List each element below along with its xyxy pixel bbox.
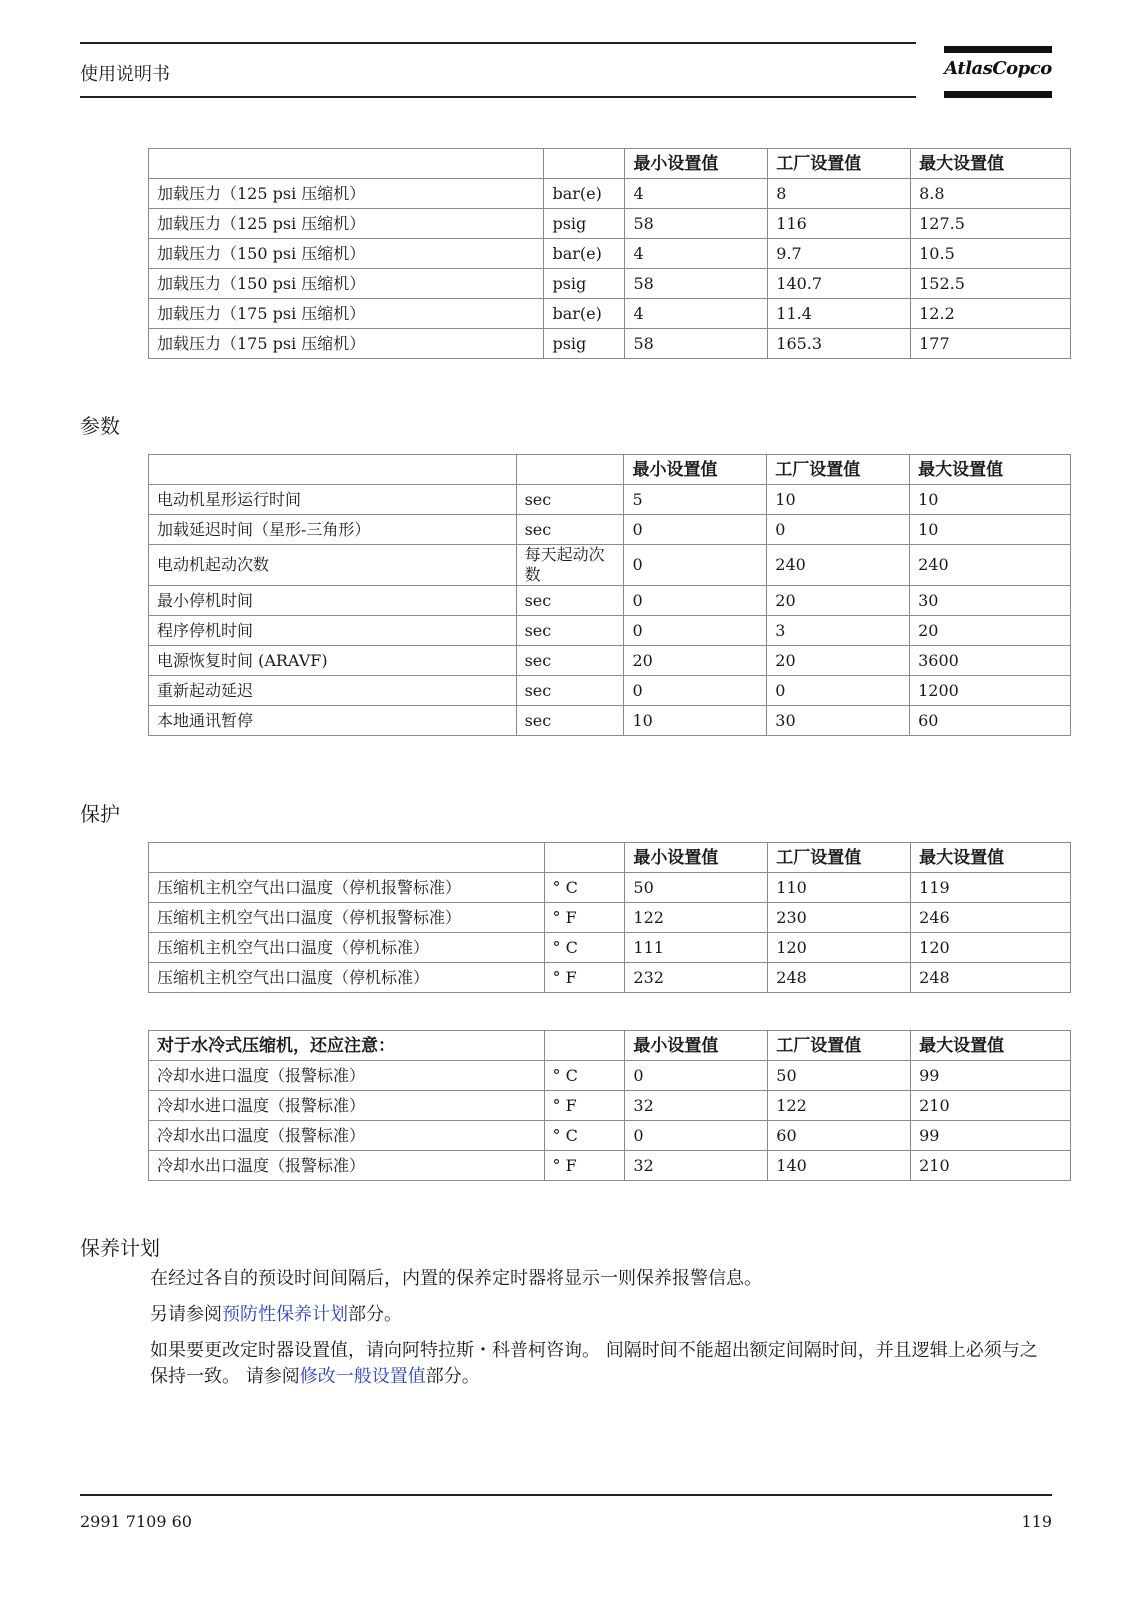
service-paragraph-2 (150, 1302, 1055, 1328)
table-cell: 每天起动次数 (516, 545, 624, 586)
text-fragment: 另请参阅 (150, 1304, 222, 1325)
table-cell: 压缩机主机空气出口温度（停机标准） (149, 963, 545, 993)
table-cell: 116 (768, 209, 911, 239)
table-cell: 程序停机时间 (149, 616, 517, 646)
table-cell: psig (544, 209, 625, 239)
header-row (149, 1031, 1071, 1061)
table-row (149, 329, 1071, 359)
link-modify-general-settings[interactable]: 修改一般设置值 (299, 1366, 426, 1387)
table-cell: ° C (544, 873, 625, 903)
text-fragment: 如果要更改定时器设置值，请向阿特拉斯・科普柯咨询。 间隔时间不能超出额定间隔时间，并且逻辑上必须与之保持一致。 请参阅 (150, 1340, 1038, 1387)
table-cell: 8.8 (911, 179, 1071, 209)
table-cell: 20 (767, 646, 910, 676)
table-cell: 3600 (910, 646, 1071, 676)
table-cell: 240 (910, 545, 1071, 586)
footer-rule (80, 1494, 1052, 1496)
table-cell: ° C (544, 1061, 625, 1091)
column-header (544, 1031, 625, 1061)
table-cell: ° F (544, 963, 625, 993)
table-cell: 110 (768, 873, 911, 903)
table-cell: bar(e) (544, 179, 625, 209)
table-cell: 电源恢复时间 (ARAVF) (149, 646, 517, 676)
link-preventive-maintenance[interactable]: 预防性保养计划 (222, 1304, 348, 1325)
table-row (149, 903, 1071, 933)
table-cell: ° F (544, 903, 625, 933)
table-cell: 4 (625, 179, 768, 209)
table-cell: 0 (767, 676, 910, 706)
table-cell: 58 (625, 269, 768, 299)
column-header: 最小设置值 (624, 455, 767, 485)
table-cell: 电动机星形运行时间 (149, 485, 517, 515)
parameter-settings-table (148, 454, 1071, 736)
table-cell: 冷却水出口温度（报警标准） (149, 1151, 545, 1181)
column-header: 最小设置值 (625, 843, 768, 873)
table-row (149, 706, 1071, 736)
table-cell: psig (544, 329, 625, 359)
table-cell: 冷却水进口温度（报警标准） (149, 1091, 545, 1121)
column-header: 最大设置值 (910, 455, 1071, 485)
table-cell: 加载压力（150 psi 压缩机） (149, 239, 544, 269)
table-cell: 240 (767, 545, 910, 586)
table-cell: 0 (624, 545, 767, 586)
column-header (544, 843, 625, 873)
table-cell: 本地通讯暂停 (149, 706, 517, 736)
table-cell: sec (516, 646, 624, 676)
table-cell: 111 (625, 933, 768, 963)
column-header (149, 455, 517, 485)
table-cell: 0 (624, 586, 767, 616)
table-cell: 5 (624, 485, 767, 515)
atlas-copco-logo (944, 46, 1052, 100)
logo-text: AtlasCopco (944, 58, 1052, 79)
table-cell: 140.7 (768, 269, 911, 299)
service-paragraph-3 (150, 1338, 1055, 1390)
table-cell: 0 (624, 515, 767, 545)
table-row (149, 239, 1071, 269)
table-cell: 127.5 (911, 209, 1071, 239)
table-cell: 0 (624, 616, 767, 646)
column-header (149, 843, 545, 873)
table-cell: 加载延迟时间（星形-三角形） (149, 515, 517, 545)
column-header: 最大设置值 (911, 843, 1071, 873)
table-body (149, 1031, 1071, 1181)
table-row (149, 586, 1071, 616)
column-header (516, 455, 624, 485)
table-row (149, 269, 1071, 299)
table-row (149, 933, 1071, 963)
table-cell: 8 (768, 179, 911, 209)
table-row (149, 299, 1071, 329)
column-header: 工厂设置值 (768, 843, 911, 873)
text-fragment: 部分。 (425, 1366, 480, 1387)
table-cell: sec (516, 485, 624, 515)
table-cell: 10 (624, 706, 767, 736)
table-cell: 119 (911, 873, 1071, 903)
table-cell: 246 (911, 903, 1071, 933)
table-cell: 重新起动延迟 (149, 676, 517, 706)
table-cell: 电动机起动次数 (149, 545, 517, 586)
table-body (149, 455, 1071, 736)
table-cell: 0 (767, 515, 910, 545)
table-cell: 210 (911, 1151, 1071, 1181)
table-cell: 10 (910, 515, 1071, 545)
column-header: 最大设置值 (911, 149, 1071, 179)
table-cell: ° C (544, 933, 625, 963)
table-cell: 232 (625, 963, 768, 993)
table-cell: 4 (625, 299, 768, 329)
table-cell: 压缩机主机空气出口温度（停机标准） (149, 933, 545, 963)
table-row (149, 616, 1071, 646)
table-row (149, 646, 1071, 676)
table-cell: 冷却水进口温度（报警标准） (149, 1061, 545, 1091)
table-cell: 冷却水出口温度（报警标准） (149, 1121, 545, 1151)
table-cell: 120 (911, 933, 1071, 963)
table-cell: 20 (767, 586, 910, 616)
table-cell: sec (516, 676, 624, 706)
table-cell: ° C (544, 1121, 625, 1151)
table-cell: 压缩机主机空气出口温度（停机报警标准） (149, 903, 545, 933)
table-cell: sec (516, 616, 624, 646)
header-top-rule (80, 42, 916, 44)
table-row (149, 485, 1071, 515)
table-cell: 50 (625, 873, 768, 903)
table-body (149, 843, 1071, 993)
pressure-settings-table (148, 148, 1071, 359)
section-title-protection: 保护 (80, 802, 120, 826)
table-cell: bar(e) (544, 239, 625, 269)
table-row (149, 179, 1071, 209)
table-body (149, 149, 1071, 359)
header-row (149, 843, 1071, 873)
table-cell: 60 (768, 1121, 911, 1151)
table-cell: psig (544, 269, 625, 299)
table-cell: 58 (625, 209, 768, 239)
table-cell: sec (516, 586, 624, 616)
table-cell: 99 (911, 1121, 1071, 1151)
table-cell: 1200 (910, 676, 1071, 706)
header-row (149, 455, 1071, 485)
table-cell: 10 (910, 485, 1071, 515)
table-row (149, 515, 1071, 545)
logo-bottom-bar (944, 91, 1052, 98)
table-row (149, 873, 1071, 903)
protection-settings-table (148, 842, 1071, 993)
column-header: 工厂设置值 (768, 149, 911, 179)
section-title-service-plan: 保养计划 (80, 1236, 160, 1260)
table-cell: 0 (624, 676, 767, 706)
table-cell: 加载压力（150 psi 压缩机） (149, 269, 544, 299)
table-cell: 10 (767, 485, 910, 515)
table-row (149, 209, 1071, 239)
table-cell: 加载压力（125 psi 压缩机） (149, 179, 544, 209)
table-cell: 32 (625, 1091, 768, 1121)
table-row (149, 1061, 1071, 1091)
table-cell: 10.5 (911, 239, 1071, 269)
table-cell: 加载压力（175 psi 压缩机） (149, 299, 544, 329)
table-cell: 50 (768, 1061, 911, 1091)
page-number: 119 (1021, 1512, 1052, 1531)
header-bottom-rule (80, 96, 916, 98)
table-cell: 58 (625, 329, 768, 359)
logo-top-bar (944, 46, 1052, 53)
table-cell: 9.7 (768, 239, 911, 269)
table-cell: bar(e) (544, 299, 625, 329)
column-header: 最小设置值 (625, 1031, 768, 1061)
water-cooled-settings-table (148, 1030, 1071, 1181)
table-cell: 230 (768, 903, 911, 933)
column-header (544, 149, 625, 179)
table-cell: 11.4 (768, 299, 911, 329)
column-header (149, 149, 544, 179)
document-number: 2991 7109 60 (80, 1512, 192, 1531)
table-cell: 30 (767, 706, 910, 736)
table-cell: 12.2 (911, 299, 1071, 329)
table-cell: 122 (768, 1091, 911, 1121)
table-cell: ° F (544, 1151, 625, 1181)
table-cell: 99 (911, 1061, 1071, 1091)
table-cell: 120 (768, 933, 911, 963)
section-title-params: 参数 (80, 414, 120, 438)
table-row (149, 676, 1071, 706)
table-cell: 30 (910, 586, 1071, 616)
column-header: 最小设置值 (625, 149, 768, 179)
table-cell: ° F (544, 1091, 625, 1121)
table-cell: 3 (767, 616, 910, 646)
table-row (149, 545, 1071, 586)
column-header: 工厂设置值 (768, 1031, 911, 1061)
table-cell: 最小停机时间 (149, 586, 517, 616)
table-cell: 加载压力（175 psi 压缩机） (149, 329, 544, 359)
table-cell: 177 (911, 329, 1071, 359)
table-row (149, 1151, 1071, 1181)
table-cell: 0 (625, 1061, 768, 1091)
column-header: 对于水冷式压缩机，还应注意： (149, 1031, 545, 1061)
table-cell: 122 (625, 903, 768, 933)
table-row (149, 1091, 1071, 1121)
table-cell: 32 (625, 1151, 768, 1181)
table-cell: 248 (911, 963, 1071, 993)
column-header: 工厂设置值 (767, 455, 910, 485)
table-cell: 60 (910, 706, 1071, 736)
table-cell: 165.3 (768, 329, 911, 359)
table-cell: sec (516, 706, 624, 736)
service-paragraph-1: 在经过各自的预设时间间隔后，内置的保养定时器将显示一则保养报警信息。 (150, 1268, 762, 1289)
table-cell: 20 (624, 646, 767, 676)
table-cell: 4 (625, 239, 768, 269)
text-fragment: 部分。 (348, 1304, 402, 1325)
table-row (149, 1121, 1071, 1151)
column-header: 最大设置值 (911, 1031, 1071, 1061)
table-cell: 加载压力（125 psi 压缩机） (149, 209, 544, 239)
header-row (149, 149, 1071, 179)
table-cell: 210 (911, 1091, 1071, 1121)
table-cell: 20 (910, 616, 1071, 646)
table-row (149, 963, 1071, 993)
table-cell: 140 (768, 1151, 911, 1181)
table-cell: 压缩机主机空气出口温度（停机报警标准） (149, 873, 545, 903)
table-cell: 248 (768, 963, 911, 993)
table-cell: sec (516, 515, 624, 545)
header-title: 使用说明书 (80, 64, 170, 85)
table-cell: 152.5 (911, 269, 1071, 299)
table-cell: 0 (625, 1121, 768, 1151)
